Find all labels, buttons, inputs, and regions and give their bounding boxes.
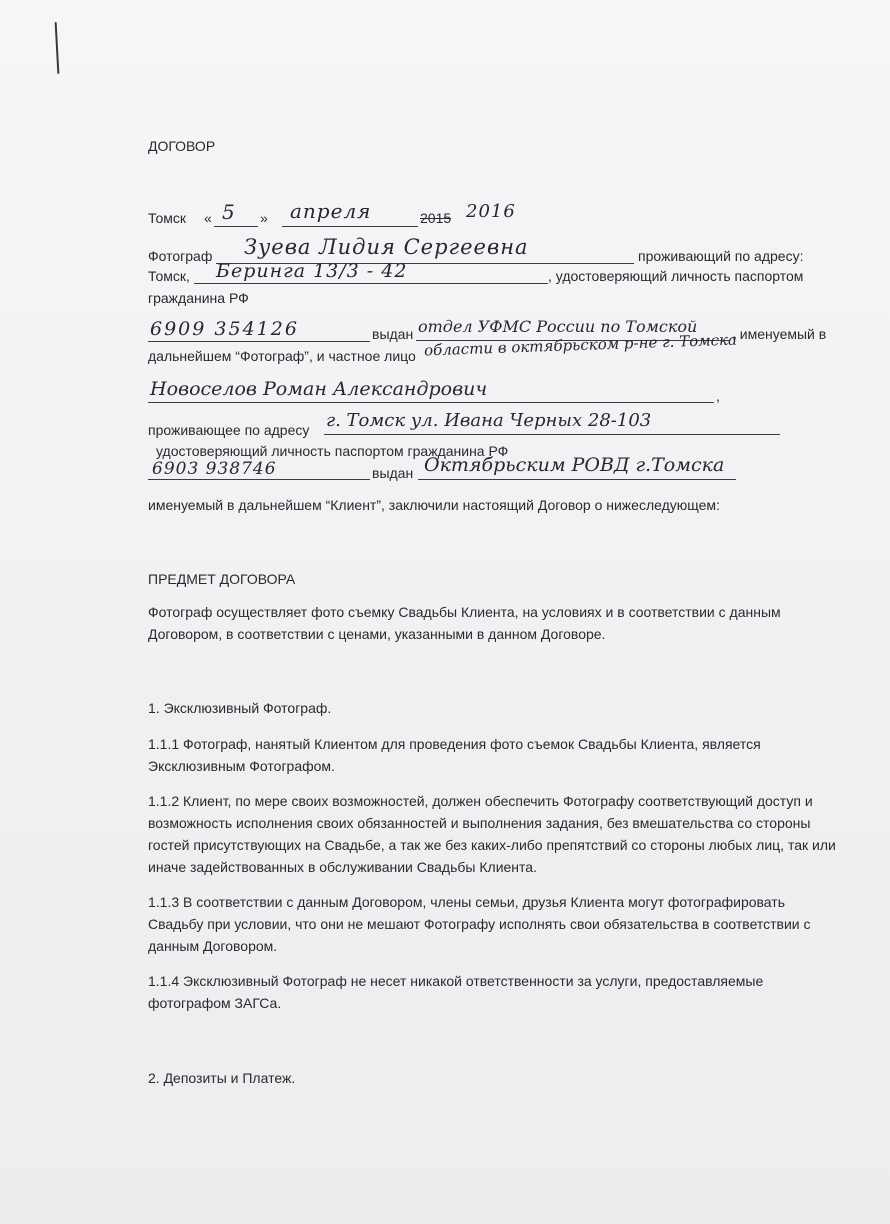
handwritten-month: апреля (290, 199, 372, 223)
clause-1-1-4: 1.1.4 Эксклюзивный Фотограф не несет никакой ответственности за услуги, предоставляемые фотографом ЗАГСа. (148, 973, 764, 1011)
client-issued-blank (418, 479, 736, 480)
client-address-label: проживающее по адресу (148, 422, 310, 438)
clause-1-1-2: 1.1.2 Клиент, по мере своих возможностей, должен обеспечить Фотографу соответствующий доступ и возможность исполнения своих обязанностей и выполнения задания, без вмешательства со стороны гостей присутствующих на Свадьбе, а так же без каких-либо препятствий со стороны любых лиц, так или иначе задействованных в обслуживании Свадьбы Клиента. (148, 793, 836, 875)
day-blank (214, 226, 258, 227)
photographer-issued-label: выдан (372, 326, 414, 342)
client-name-blank (148, 402, 714, 403)
section-2-heading: 2. Депозиты и Платеж. (148, 1070, 296, 1086)
photographer-address-blank (194, 283, 548, 284)
quote-open: « (204, 210, 212, 226)
photographer-named-label: , именуемый в (732, 326, 827, 342)
client-address-blank (324, 434, 780, 435)
client-passport: 6903 938746 (152, 459, 277, 479)
photographer-issued-by-1: отдел УФМС России по Томской (418, 317, 698, 336)
photographer-city: Томск, (148, 268, 190, 284)
client-address: г. Томск ул. Ивана Черных 28-103 (326, 410, 652, 431)
photographer-label: Фотограф (148, 248, 213, 264)
client-comma: , (716, 388, 720, 404)
pen-mark (55, 22, 60, 74)
photographer-id-label-2: гражданина РФ (148, 290, 249, 306)
handwritten-day: 5 (222, 200, 236, 224)
photographer-issued-by-2: области в октябрьском р-не г. Томска (423, 330, 738, 360)
photographer-passport-blank (148, 341, 370, 342)
subject-heading: ПРЕДМЕТ ДОГОВОРА (148, 571, 296, 587)
photographer-address-label: проживающий по адресу: (638, 248, 804, 264)
client-id-label: удостоверяющий личность паспортом гражданина РФ (156, 443, 509, 459)
clause-1-1-1: 1.1.1 Фотограф, нанятый Клиентом для проведения фото съемок Свадьбы Клиента, является Эксклюзивным Фотографом. (148, 736, 761, 774)
client-issued-label: выдан (372, 465, 414, 481)
photographer-passport: 6909 354126 (150, 318, 299, 340)
year-printed: 2015 (420, 210, 452, 226)
section-1-heading: 1. Эксклюзивный Фотограф. (148, 700, 332, 716)
client-name: Новоселов Роман Александрович (150, 378, 488, 400)
handwritten-year: 2016 (466, 201, 516, 222)
client-closing: именуемый в дальнейшем “Клиент”, заключили настоящий Договор о нижеследующем: (148, 497, 720, 513)
subject-text: Фотограф осуществляет фото съемку Свадьбы Клиента, на условиях и в соответствии с данным Договором, в соответствии с ценами, указанными в данном Договоре. (148, 604, 781, 642)
photographer-address: Беринга 13/3 - 42 (216, 260, 408, 282)
photographer-id-label: , удостоверяющий личность паспортом (548, 268, 804, 284)
document-title: ДОГОВОР (148, 138, 216, 154)
city-label: Томск (148, 210, 186, 226)
clause-1-1-3: 1.1.3 В соответствии с данным Договором, члены семьи, друзья Клиента могут фотографировать Свадьбу при условии, что они не мешают Фотографу исполнять свои обязательства в соответствии с данным Договором. (148, 894, 811, 954)
month-blank (282, 226, 418, 227)
client-passport-blank (148, 479, 370, 480)
quote-close: » (260, 210, 268, 226)
photographer-named-label-2: дальнейшем “Фотограф”, и частное лицо (148, 348, 416, 364)
photographer-name: Зуева Лидия Сергеевна (244, 235, 529, 259)
client-issued-by: Октябрьским РОВД г.Томска (424, 454, 725, 476)
